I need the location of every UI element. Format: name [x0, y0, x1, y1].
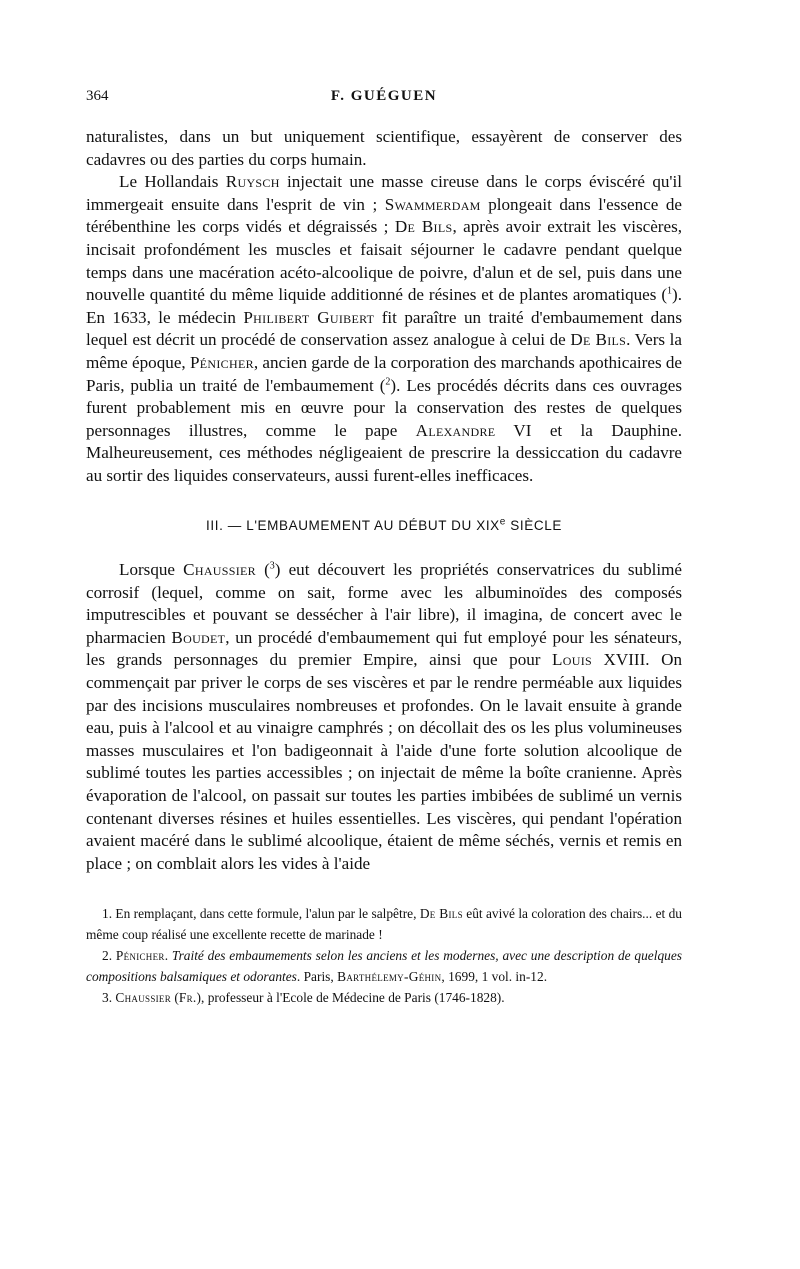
- publisher-name: Barthélemy-Géhin: [337, 968, 442, 984]
- footnote-3: [86, 988, 682, 1009]
- section-heading: [86, 515, 682, 538]
- person-initial: Fr.: [178, 989, 197, 1005]
- person-name: Philibert Guibert: [243, 307, 375, 327]
- text-run: . Vers la même époque,: [86, 330, 683, 372]
- text-run: 2.: [102, 948, 116, 963]
- text-run: .: [164, 948, 172, 963]
- book-title: Traité des embaumements selon les anciens et les modernes, avec une description de quelques compositions balsamiques et odorantes: [86, 948, 682, 984]
- person-name: Ruysch: [225, 172, 280, 192]
- text-run: eût avivé la coloration des chairs... et du même coup réalisé une excellente recette de marinade !: [86, 906, 682, 943]
- text-run: 3.: [102, 989, 116, 1005]
- text-run: XVIII. On commençait par priver le corps de ses viscères et par le rendre perméable aux liquides par des incisions musculaires nombreuses et profondes. On le lavait ensuite à grande eau, puis à l'alcool et au vinaigre camphrés ; on décollait des os les plus volumineuses masses musculaires et l'on badigeonnait à l'aide d'une forte solution alcoolique de sublimé toutes les parties accessibles ; on injectait de même la boîte cranienne. Après évaporation de l'alcool, on passait sur toutes les parties imbibées de sublimé un vernis contenant diverses résines et huiles essentielles. Les viscères, qui pendant l'opération avaient macéré dans le sublimé alcoolique, étaient de même séchés, vernis et remis en place ; on comblait alors les vides à l'aide: [86, 650, 682, 873]
- heading-text: SIÈCLE: [505, 517, 562, 533]
- heading-superscript: e: [499, 516, 506, 527]
- person-name: Louis: [552, 650, 592, 670]
- person-name: De Bils: [419, 906, 463, 922]
- text-run: (: [255, 560, 270, 580]
- paragraph-continuation: naturalistes, dans un but uniquement scientifique, essayèrent de conserver des cadavres ou des parties du corps humain.: [86, 127, 682, 169]
- page-header: [86, 86, 682, 108]
- text-run: ). En 1633, le médecin: [86, 285, 682, 327]
- person-name: Pénicher: [115, 948, 165, 963]
- person-name: Chaussier: [183, 560, 256, 580]
- text-run: (: [171, 989, 179, 1005]
- book-page: [86, 86, 682, 1008]
- text-run: Le Hollandais: [119, 172, 226, 192]
- text-run: . Paris,: [296, 968, 338, 984]
- text-run: ). Les procédés décrits dans ces ouvrages furent probablement mis en œuvre pour la conservation des restes de quelques personnages illustres, comme le pape: [86, 375, 682, 440]
- person-name: De Bils: [394, 217, 453, 237]
- footnote-ref: 2: [385, 375, 391, 387]
- main-text: [86, 126, 682, 875]
- person-name: Chaussier: [115, 989, 172, 1005]
- text-run: 1. En remplaçant, dans cette formule, l'alun par le salpêtre,: [102, 906, 420, 922]
- footnote-ref: 3: [269, 560, 275, 572]
- page-number: 364: [86, 88, 109, 104]
- footnote-ref: 1: [667, 285, 673, 297]
- text-run: , 1699, 1 vol. in-12.: [441, 968, 548, 984]
- text-run: fit paraître un traité d'embaumement dans lequel est décrit un procédé de conservation assez analogue à celui de: [86, 307, 682, 350]
- text-run: ) eut découvert les propriétés conservatrices du sublimé corrosif (lequel, comme on sait, forme avec les albuminoïdes des composés imputrescibles et pouvant se dessécher à l'air libre), il imagina, de concert avec le pharmacien: [86, 560, 682, 647]
- person-name: Alexandre: [415, 420, 496, 440]
- person-name: Swammerdam: [384, 194, 481, 214]
- paragraph-chaussier: [86, 559, 682, 875]
- text-run: , ancien garde de la corporation des marchands apothicaires de Paris, publia un traité de l'embaumement (: [86, 352, 683, 395]
- footnotes: [86, 904, 682, 1008]
- text-run: plongeait dans l'essence de térébenthine les corps vidés et dégraissés ;: [86, 194, 683, 237]
- person-name: Boudet: [171, 627, 226, 647]
- text-run: , un procédé d'embaumement qui fut employé pour les sénateurs, les grands personnages du premier Empire, ainsi que pour: [86, 627, 682, 670]
- running-head-author: F. GUÉGUEN: [330, 88, 438, 104]
- person-name: Pénicher: [189, 352, 254, 372]
- text-run: , après avoir extrait les viscères, incisait profondément les muscles et faisait séjourner le cadavre pendant quelque temps dans une macération acéto-alcoolique de poivre, d'alun et de sel, puis dans une nouvelle quantité du même liquide additionné de résines et de plantes aromatiques (: [86, 217, 683, 305]
- text-run: Lorsque: [119, 560, 184, 580]
- text-run: injectait une masse cireuse dans le corps éviscéré qu'il immergeait ensuite dans l'esprit de vin ;: [86, 172, 682, 214]
- person-name: De Bils: [570, 330, 627, 350]
- text-run: ), professeur à l'Ecole de Médecine de Paris (1746-1828).: [196, 989, 505, 1005]
- footnote-1: [86, 904, 682, 946]
- footnote-2: [86, 946, 682, 988]
- paragraph-embalmers: [86, 171, 682, 487]
- text-run: VI et la Dauphine. Malheureusement, ces méthodes négligeaient de prescrire la dessiccation du cadavre au sortir des liquides conservateurs, aussi furent-elles inefficaces.: [86, 420, 682, 485]
- heading-text: III. — L'EMBAUMEMENT AU DÉBUT DU XIX: [206, 517, 500, 533]
